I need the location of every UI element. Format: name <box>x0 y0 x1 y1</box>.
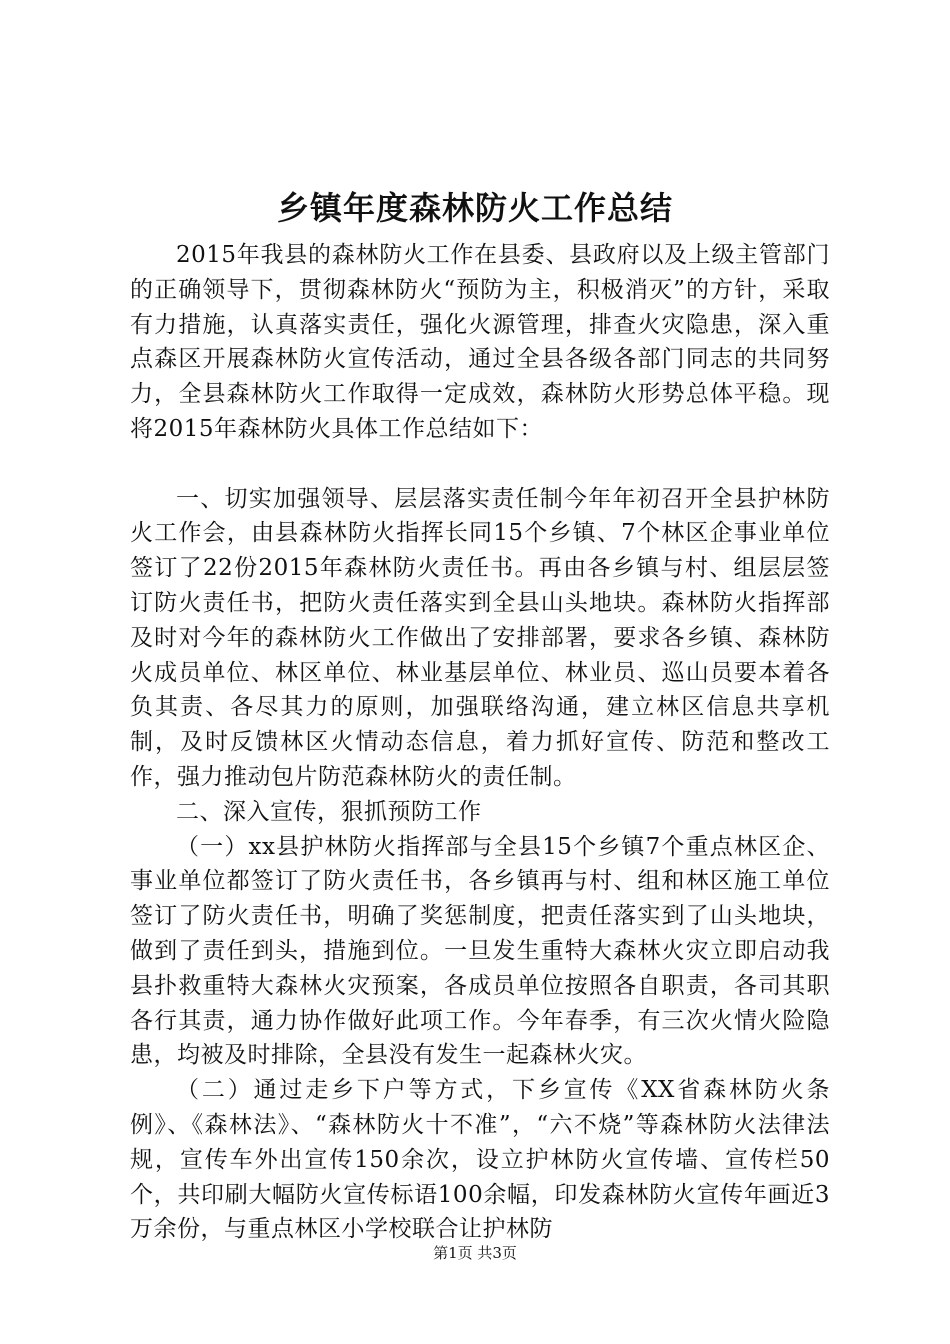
page-number-footer: 第1页 共3页 <box>433 1244 517 1262</box>
section-1-paragraph: 一、切实加强领导、层层落实责任制今年年初召开全县护林防火工作会，由县森林防火指挥长同15个乡镇、7个林区企事业单位签订了22份2015年森林防火责任书。再由各乡镇与村、组层层签订防火责任书，把防火责任落实到全县山头地块。森林防火指挥部及时对今年的森林防火工作做出了安排部署，要求各乡镇、森林防火成员单位、林区单位、林业基层单位、林业员、巡山员要本着各负其责、各尽其力的原则，加强联络沟通，建立林区信息共享机制，及时反馈林区火情动态信息，着力抓好宣传、防范和整改工作，强力推动包片防范森林防火的责任制。 <box>130 485 830 790</box>
section-2-heading: 二、深入宣传，狠抓预防工作 <box>176 798 482 825</box>
subsection-2-paragraph: （二）通过走乡下户等方式，下乡宣传《XX省森林防火条例》、《森林法》、“森林防火十不准”，“六不烧”等森林防火法律法规，宣传车外出宣传150余次，设立护林防火宣传墙、宣传栏50个，共印刷大幅防火宣传标语100余幅，印发森林防火宣传年画近3万余份，与重点林区小学校联合让护林防 <box>130 1077 830 1243</box>
subsection-1-paragraph: （一）xx县护林防火指挥部与全县15个乡镇7个重点林区企、事业单位都签订了防火责任书，各乡镇再与村、组和林区施工单位签订了防火责任书，明确了奖惩制度，把责任落实到了山头地块，做到了责任到头，措施到位。一旦发生重特大森林火灾立即启动我县扑救重特大森林火灾预案，各成员单位按照各自职责，各司其职各行其责，通力协作做好此项工作。今年春季，有三次火情火险隐患，均被及时排除，全县没有发生一起森林火灾。 <box>130 833 830 1069</box>
document-body <box>130 238 830 1247</box>
document-title: 乡镇年度森林防火工作总结 <box>276 189 673 227</box>
paragraph-spacer <box>130 447 830 482</box>
intro-paragraph: 2015年我县的森林防火工作在县委、县政府以及上级主管部门的正确领导下，贯彻森林防火“预防为主，积极消灭”的方针，采取有力措施，认真落实责任，强化火源管理，排查火灾隐患，深入重点森区开展森林防火宣传活动，通过全县各级各部门同志的共同努力，全县森林防火工作取得一定成效，森林防火形势总体平稳。现将2015年森林防火具体工作总结如下： <box>130 242 830 442</box>
